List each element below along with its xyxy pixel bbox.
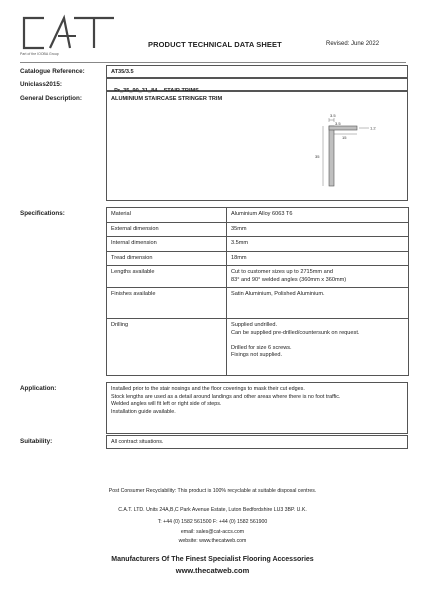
logo-tagline: Part of the IOOBA Group (20, 52, 59, 56)
document-title: PRODUCT TECHNICAL DATA SHEET (148, 40, 282, 49)
application-text: Installed prior to the stair nosings and the floor coverings to mask their cut edges. Stock lengths are used as a detail around landings and other areas where there is no foot traffic. Welded angles will fit left or right side of steps. Installation guide available. (106, 382, 408, 434)
uniclass-value: Pr_35_90_31_84 STAIR TRIMS (114, 88, 199, 94)
dim-top-label: 3.5 (330, 113, 336, 118)
dim-height-label: 35 (315, 154, 320, 159)
general-description-label: General Description: (20, 95, 82, 102)
table-row (107, 222, 409, 237)
suitability-label: Suitability: (20, 438, 53, 445)
table-row (107, 266, 409, 288)
spec-value: 18mm (227, 251, 409, 266)
spec-value: 35mm (227, 222, 409, 237)
table-row (107, 319, 409, 376)
spec-value: Aluminium Alloy 6063 T6 (227, 208, 409, 223)
general-description-box (106, 91, 408, 201)
table-row (107, 208, 409, 223)
general-description-value: ALUMINIUM STAIRCASE STRINGER TRIM (111, 96, 223, 102)
trim-top-flange (329, 126, 357, 130)
footer-website[interactable]: www.thecatweb.com (175, 566, 250, 575)
header-divider (20, 62, 406, 63)
spec-name: External dimension (107, 222, 227, 237)
dim-lip-label: 1.2 (370, 125, 376, 131)
application-label: Application: (20, 385, 57, 392)
catalogue-reference-box (106, 65, 408, 78)
table-row (107, 251, 409, 266)
spec-name: Material (107, 208, 227, 223)
trim-profile-diagram (307, 110, 387, 192)
spec-name: Drilling (107, 319, 227, 376)
spec-name: Finishes available (107, 288, 227, 319)
spec-name: Tread dimension (107, 251, 227, 266)
spec-value: Supplied undrilled. Can be supplied pre-drilled/countersunk on request. Drilled for size 6 screws. Fixings not supplied. (227, 319, 409, 376)
dim-inner-label: 3.5 (335, 121, 341, 126)
company-phone: T: +44 (0) 1582 561500 F: +44 (0) 1582 561900 (157, 519, 268, 525)
uniclass-label: Uniclass2015: (20, 81, 63, 88)
recyclability-note: Post Consumer Recyclability: This product is 100% recyclable at suitable disposal centres. (108, 488, 317, 494)
company-address: C.A.T. LTD. Units 24A,B,C Park Avenue Estate, Luton Bedfordshire LU3 3BP. U.K. (118, 507, 307, 513)
company-email: email: sales@cat-accs.com (180, 529, 245, 535)
dim-tread-label: 15 (342, 135, 347, 140)
catalogue-label: Catalogue Reference: (20, 68, 85, 75)
suitability-text: All contract situations. (106, 435, 408, 449)
spec-value: Satin Aluminium, Polished Aluminium. (227, 288, 409, 319)
cat-logo (18, 14, 118, 54)
catalogue-reference-value: AT35/3.5 (111, 69, 134, 75)
specifications-table (106, 207, 409, 376)
table-row (107, 237, 409, 252)
footer-tagline: Manufacturers Of The Finest Specialist Flooring Accessories (111, 556, 314, 563)
spec-name: Internal dimension (107, 237, 227, 252)
company-website-small: website: www.thecatweb.com (178, 538, 247, 544)
revised-date: Revised: June 2022 (326, 41, 380, 47)
spec-value: 3.5mm (227, 237, 409, 252)
uniclass-box (106, 78, 408, 94)
specifications-label: Specifications: (20, 210, 65, 217)
trim-vertical-leg (329, 126, 334, 186)
spec-value: Cut to customer sizes up to 2715mm and 83° and 90° welded angles (360mm x 360mm) (227, 266, 409, 288)
table-row (107, 288, 409, 319)
spec-name: Lengths available (107, 266, 227, 288)
